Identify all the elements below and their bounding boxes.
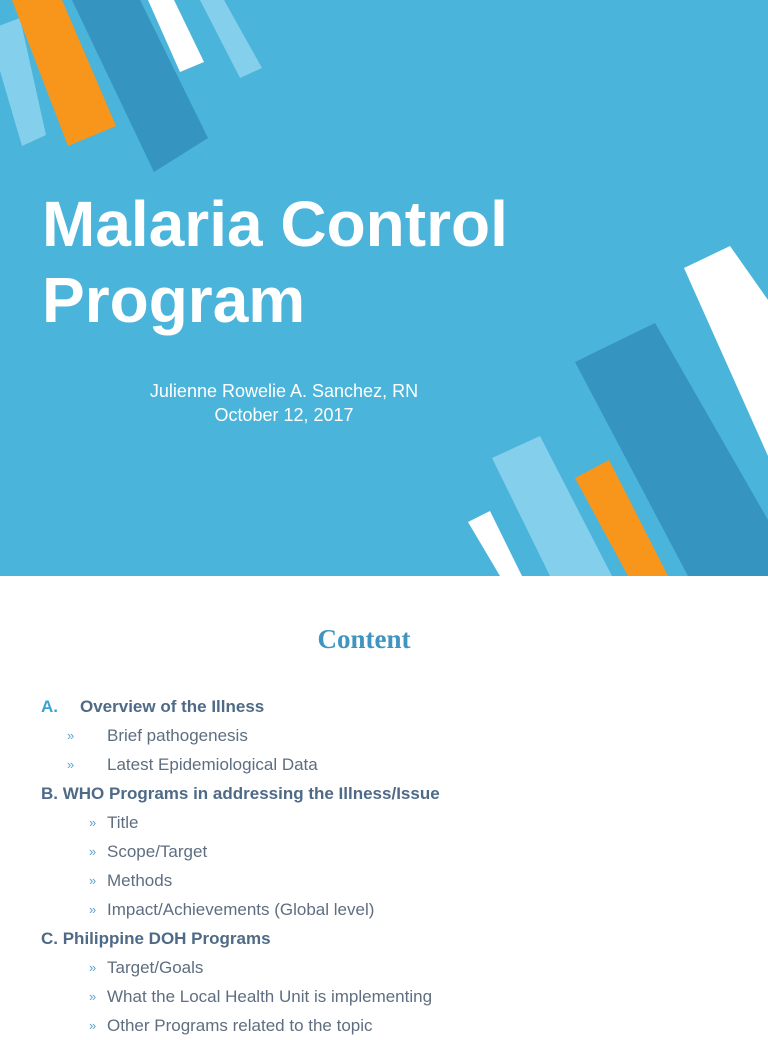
content-heading: Content [317,624,411,654]
section-a-marker: A. [41,697,58,716]
presentation-date: October 12, 2017 [214,405,354,425]
bullet-icon: » [89,873,97,888]
bullet-icon: » [89,960,97,975]
list-item-label: Methods [107,871,173,890]
presentation-title [42,186,722,338]
section-a-label: Overview of the Illness [80,697,265,716]
list-item-label: What the Local Health Unit is implementing [107,987,433,1006]
list-item-label: Brief pathogenesis [107,726,248,745]
bullet-icon: » [89,815,97,830]
author-name: Julienne Rowelie A. Sanchez, RN [149,381,419,401]
list-item-label: Title [107,813,139,832]
stripe-white-bottom [468,511,522,576]
section-b-label: B. WHO Programs in addressing the Illness/Issue [41,784,440,803]
list-item-label: Scope/Target [107,842,208,861]
list-item-label: Impact/Achievements (Global level) [107,900,375,919]
list-item-label: Target/Goals [107,958,204,977]
list-item-label: Latest Epidemiological Data [107,755,318,774]
bullet-icon: » [89,902,97,917]
bullet-icon: » [89,844,97,859]
list-item-label: Other Programs related to the topic [107,1016,373,1035]
bullet-icon: » [67,757,75,772]
title-line-1: Malaria Control [42,188,508,260]
bullet-icon: » [67,728,75,743]
content-slide [0,576,768,1035]
section-c-label: C. Philippine DOH Programs [41,929,271,948]
bullet-icon: » [89,1018,97,1033]
bullet-icon: » [89,989,97,1004]
title-line-2: Program [42,264,306,336]
stripe-light-top-right [200,0,262,78]
